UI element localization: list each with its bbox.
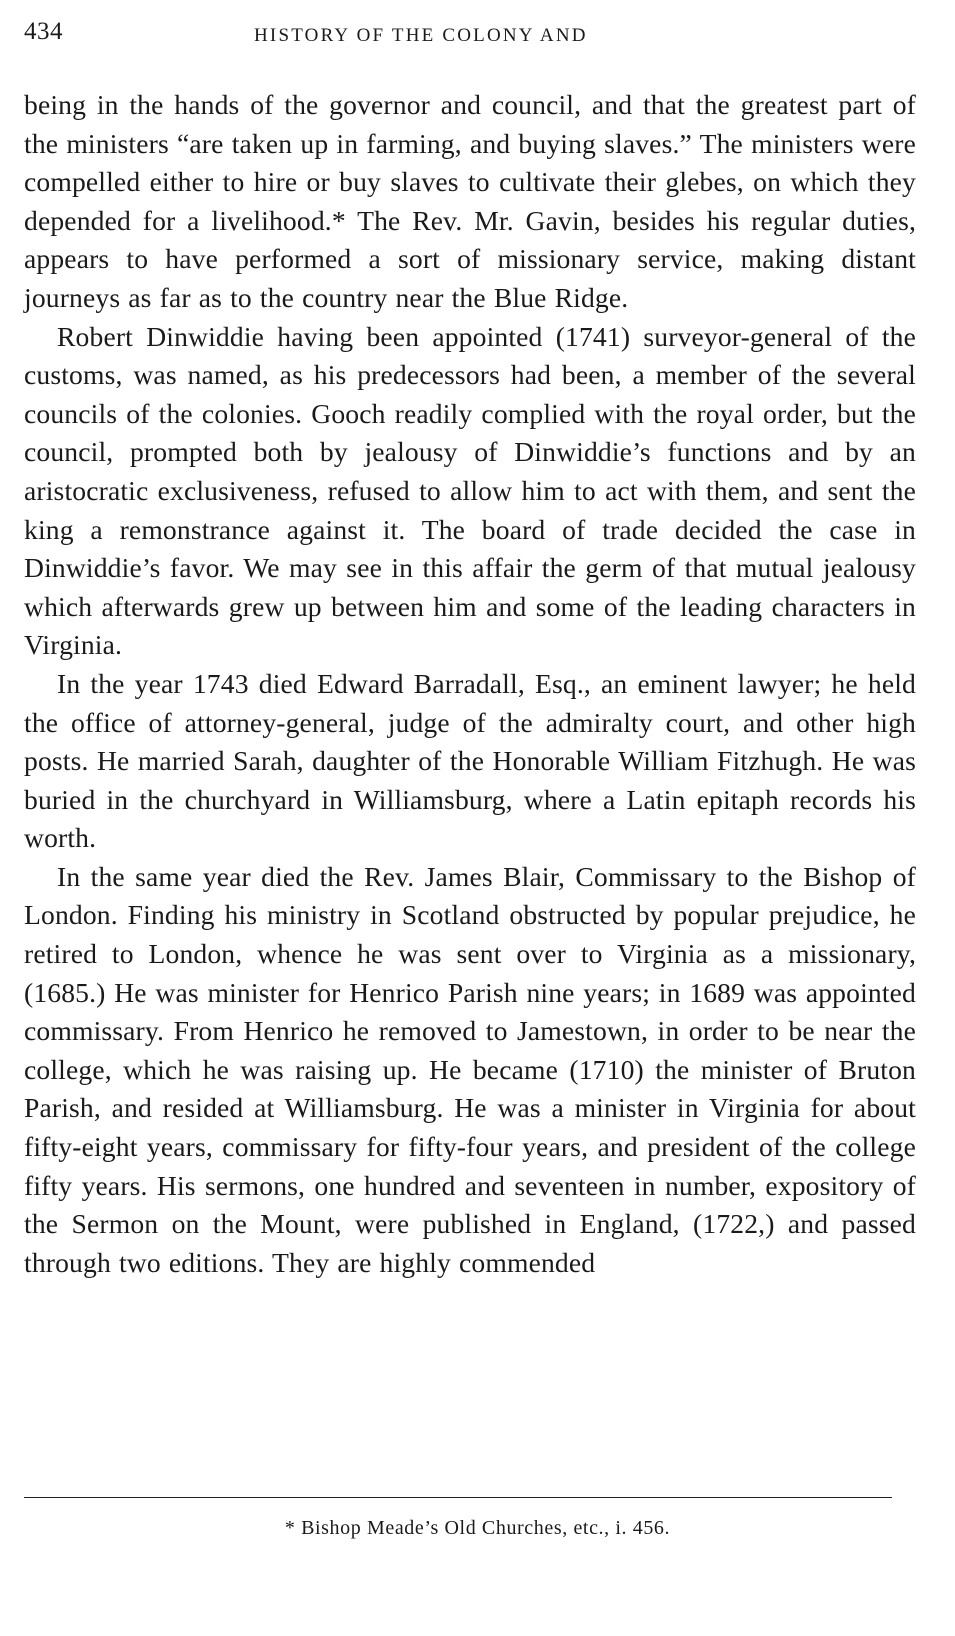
footnote-divider [24,1497,892,1498]
running-title: HISTORY OF THE COLONY AND [254,25,588,46]
paragraph-barradall: In the year 1743 died Edward Barradall, Esq., an eminent lawyer; he held the office of attorney-general, judge of the admiralty court, and other high posts. He married Sarah, daughter of the Honorable William Fitzhugh. He was buried in the churchyard in Williamsburg, where a Latin epitaph records his worth. [24,667,916,854]
paragraph-dinwiddie: Robert Dinwiddie having been appointed (1741) surveyor-general of the customs, was named, as his predecessors had been, a member of the several councils of the colonies. Gooch readily complied with the royal order, but the council, prompted both by jealousy of Dinwiddie’s functions and by an aristocratic exclusiveness, refused to allow him to act with them, and sent the king a remonstrance against it. The board of trade decided the case in Dinwiddie’s favor. We may see in this affair the germ of that mutual jealousy which afterwards grew up between him and some of the leading characters in Virginia. [24,320,916,661]
paragraph-ministers-farming: being in the hands of the governor and council, and that the greatest part of the ministers “are taken up in farming, and buying slaves.” The ministers were compelled either to hire or buy slaves to cultivate their glebes, on which they depended for a livelihood.* The Rev. Mr. Gavin, besides his regular duties, appears to have performed a sort of missionary service, making distant journeys as far as to the country near the Blue Ridge. [24,89,916,313]
running-head [24,18,885,54]
page-number: 434 [24,18,63,45]
paragraph-james-blair: In the same year died the Rev. James Blair, Commissary to the Bishop of London. Finding his ministry in Scotland obstructed by popular prejudice, he retired to London, whence he was sent over to Virginia as a missionary, (1685.) He was minister for Henrico Parish nine years; in 1689 was appointed commissary. From Henrico he removed to Jamestown, in order to be near the college, which he was raising up. He became (1710) the minister of Bruton Parish, and resided at Williamsburg. He was a minister in Virginia for about fifty-eight years, commissary for fifty-four years, and president of the college fifty years. His sermons, one hundred and seventeen in number, expository of the Sermon on the Mount, were published in England, (1722,) and passed through two editions. They are highly commended [24,860,916,1278]
footnote: * Bishop Meade’s Old Churches, etc., i. 456. [284,1517,671,1539]
body-text [24,86,916,1282]
